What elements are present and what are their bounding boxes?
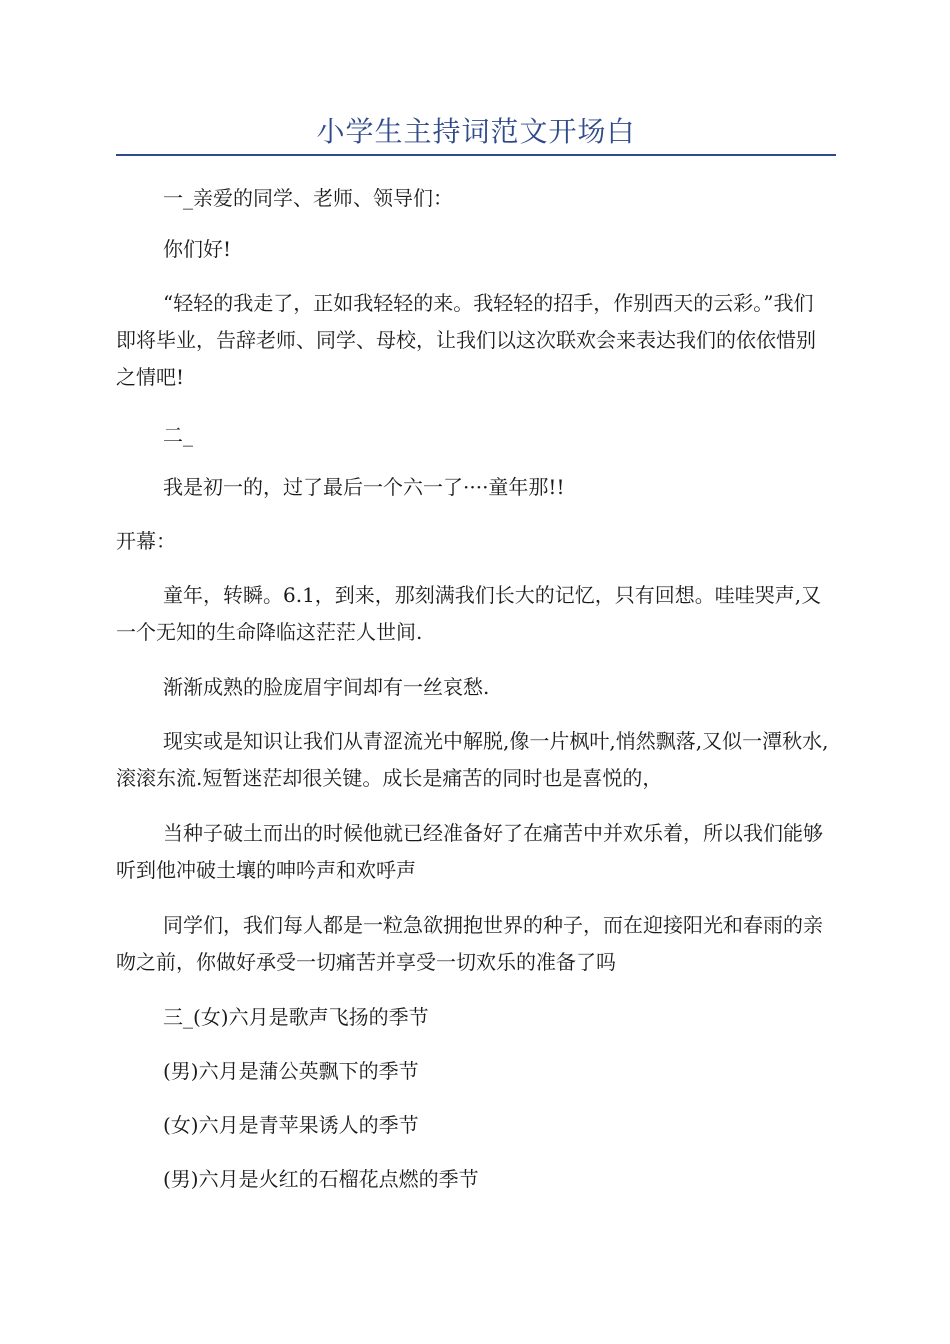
document-page — [116, 0, 836, 1344]
paragraph-apple: (女)六月是青苹果诱人的季节 — [163, 1113, 419, 1137]
paragraph-maturing: 渐渐成熟的脸庞眉宇间却有一丝哀愁. — [163, 675, 490, 699]
paragraph-section-three: 三_(女)六月是歌声飞扬的季节 — [163, 1005, 429, 1029]
paragraph-greeting: 一_亲爱的同学、老师、领导们： — [163, 186, 453, 210]
paragraph-poem: “轻轻的我走了，正如我轻轻的来。我轻轻的招手，作别西天的云彩。”我们即将毕业，告辞老师、同学、母校，让我们以这次联欢会来表达我们的依依惜别之情吧! — [116, 291, 816, 389]
paragraph-seed: 当种子破土而出的时候他就已经准备好了在痛苦中并欢乐着，所以我们能够听到他冲破土壤的呻吟声和欢呼声 — [116, 821, 823, 882]
document-title: 小学生主持词范文开场白 — [316, 115, 636, 148]
paragraph-reality: 现实或是知识让我们从青涩流光中解脱,像一片枫叶,悄然飘落,又似一潭秋水,滚滚东流.短暂迷茫却很关键。成长是痛苦的同时也是喜悦的， — [116, 729, 829, 790]
paragraph-pomegranate: (男)六月是火红的石榴花点燃的季节 — [163, 1167, 479, 1191]
paragraph-dandelion: (男)六月是蒲公英飘下的季节 — [163, 1059, 419, 1083]
paragraph-opening: 童年，转瞬。6.1，到来，那刻满我们长大的记忆，只有回想。哇哇哭声,又一个无知的生命降临这茫茫人世间. — [116, 583, 822, 644]
paragraph-section-two: 二_ — [163, 423, 193, 447]
title-underline — [116, 154, 836, 156]
paragraph-childhood: 我是初一的，过了最后一个六一了····童年那!! — [163, 475, 565, 499]
paragraph-classmates: 同学们，我们每人都是一粒急欲拥抱世界的种子，而在迎接阳光和春雨的亲吻之前，你做好承受一切痛苦并享受一切欢乐的准备了吗 — [116, 913, 823, 974]
paragraph-opening-label: 开幕： — [116, 529, 176, 553]
paragraph-hello: 你们好! — [163, 237, 232, 261]
